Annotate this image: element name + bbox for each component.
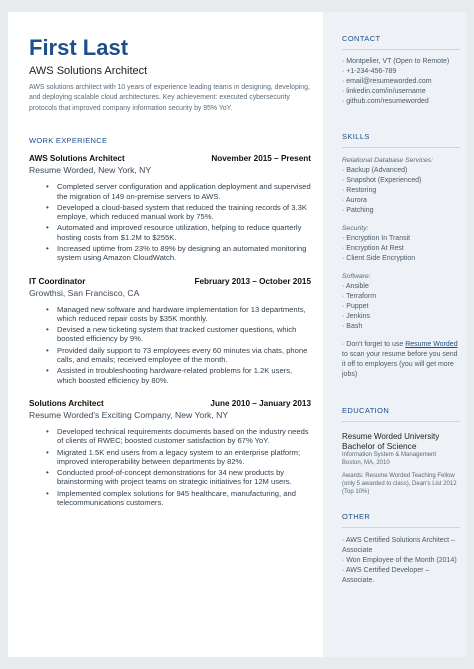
job-title: IT Coordinator bbox=[29, 276, 86, 286]
bullet-item bbox=[29, 489, 311, 508]
bullet-text: Developed a cloud-based system that reduced the training records of 3.3K employe, which reduced manual work by 75%. bbox=[57, 202, 307, 222]
bullet-icon: • bbox=[46, 468, 49, 478]
job-entry bbox=[29, 399, 311, 507]
skills-list bbox=[342, 156, 460, 332]
skill-item: · Client Side Encryption bbox=[342, 255, 416, 262]
education-awards: Awards: Resume Worded Teaching Fellow (only 5 awarded to class), Dean's List 2012 (Top 10%) bbox=[342, 473, 457, 495]
job-entry bbox=[29, 154, 311, 262]
job-title: AWS Solutions Architect bbox=[29, 154, 125, 164]
bullet-list bbox=[29, 182, 311, 262]
skill-group bbox=[342, 224, 460, 264]
skills-title: SKILLS bbox=[342, 132, 370, 141]
bullet-text: Migrated 1.5K end users from a legacy system to an enterprise platform; improved interoperability between departments by 82%. bbox=[57, 447, 301, 466]
skill-item: · Snapshot (Experienced) bbox=[342, 177, 422, 184]
job-header bbox=[29, 154, 311, 163]
bullet-text: Automated and improved resource utilization, helping to reduce quarterly hosting costs from $1.2M to $255K. bbox=[57, 223, 302, 242]
skill-group-label: Security: bbox=[342, 225, 369, 232]
bullet-item bbox=[29, 427, 311, 446]
bullet-item bbox=[29, 305, 311, 324]
contact-item: · email@resumeworded.com bbox=[342, 78, 432, 85]
job-header bbox=[29, 399, 311, 408]
sidebar bbox=[323, 12, 466, 657]
education-title: EDUCATION bbox=[342, 406, 390, 415]
skill-group-label: Relational Database Services: bbox=[342, 157, 434, 164]
other-list bbox=[342, 536, 460, 586]
bullet-item bbox=[29, 223, 311, 242]
skill-item: · Terraform bbox=[342, 293, 377, 300]
divider bbox=[342, 527, 460, 528]
divider bbox=[342, 49, 460, 50]
job-list bbox=[29, 154, 311, 507]
job-title: Solutions Architect bbox=[29, 398, 104, 408]
contact-item: · Montpelier, VT (Open to Remote) bbox=[342, 58, 450, 65]
skill-group bbox=[342, 272, 460, 332]
summary: AWS solutions architect with 10 years of experience leading teams in designing, developing, and deploying scalable cloud architectures. Key achievement: executed cybersecurity protocols that improved company information security by 95% YoY. bbox=[29, 84, 310, 112]
skill-item: · Encryption At Rest bbox=[342, 245, 404, 252]
education-entry bbox=[342, 432, 460, 496]
bullet-icon: • bbox=[46, 244, 49, 253]
other-item: · Won Employee of the Month (2014) bbox=[342, 557, 457, 564]
bullet-list bbox=[29, 427, 311, 507]
bullet-text: Increased uptime from 23% to 89% by designing an automated monitoring system using Amazon CloudWatch. bbox=[57, 244, 307, 263]
skill-item: · Patching bbox=[342, 207, 374, 214]
contact-item: · github.com/resumeworded bbox=[342, 98, 429, 105]
school-name: Resume Worded University bbox=[342, 432, 440, 441]
resume-worded-tip: · Don't forget to use Resume Worded to scan your resume before you send it off to employers (you will get more jobs) bbox=[342, 341, 458, 378]
bullet-icon: • bbox=[46, 223, 49, 233]
bullet-text: Developed technical requirements documents based on the industry needs of clients of RWEC; boosted customer satisfaction by 67% YoY. bbox=[57, 426, 309, 446]
bullet-item bbox=[29, 182, 311, 201]
job-entry bbox=[29, 277, 311, 385]
resume-worded-link[interactable]: Resume Worded bbox=[405, 341, 458, 348]
bullet-icon: • bbox=[46, 366, 49, 376]
bullet-icon: • bbox=[46, 488, 49, 498]
bullet-text: Devised a new ticketing system that tracked customer questions, which boosted efficiency by 9%. bbox=[57, 325, 297, 344]
skill-item: · Ansible bbox=[342, 283, 369, 290]
contact-item: · linkedin.com/in/username bbox=[342, 88, 426, 95]
bullet-icon: • bbox=[46, 426, 49, 436]
bullet-icon: • bbox=[46, 202, 49, 212]
job-dates: February 2013 – October 2015 bbox=[194, 276, 311, 286]
skill-group bbox=[342, 156, 460, 216]
skill-item: · Backup (Advanced) bbox=[342, 167, 408, 174]
other-item: · AWS Certified Developer – Associate. bbox=[342, 567, 430, 584]
skill-item: · Jenkins bbox=[342, 313, 371, 320]
other-title: OTHER bbox=[342, 512, 371, 521]
bullet-icon: • bbox=[46, 325, 49, 335]
contact-title: CONTACT bbox=[342, 34, 381, 43]
bullet-item bbox=[29, 346, 311, 365]
contact-item: · +1-234-456-789 bbox=[342, 68, 397, 75]
bullet-text: Provided daily support to 73 employees every 60 minutes via chats, phone calls, and emails; received employee of the month. bbox=[57, 345, 308, 365]
bullet-item bbox=[29, 468, 311, 487]
bullet-item bbox=[29, 244, 311, 263]
bullet-text: Implemented complex solutions for 945 healthcare, manufacturing, and telecommunications customers. bbox=[57, 488, 296, 508]
bullet-item bbox=[29, 325, 311, 344]
skill-item: · Puppet bbox=[342, 303, 369, 310]
job-company: Growthsi, San Francisco, CA bbox=[29, 287, 140, 298]
main-column bbox=[29, 36, 311, 509]
other-item: · AWS Certified Solutions Architect – Associate bbox=[342, 537, 455, 554]
job-company: Resume Worded's Exciting Company, New York, NY bbox=[29, 409, 229, 420]
bullet-text: Assisted in troubleshooting hardware-related problems for 1.2K users, which boosted efficiency by 80%. bbox=[57, 366, 293, 385]
skill-item: · Restoring bbox=[342, 187, 377, 194]
divider bbox=[342, 421, 460, 422]
bullet-text: Completed server configuration and application deployment and supervised the migration of 149 on-premise servers to AWS. bbox=[57, 182, 311, 201]
bullet-item bbox=[29, 366, 311, 385]
bullet-text: Conducted proof-of-concept demonstrations for 34 new products by brainstorming with project teams on strategic initiatives for 12M users. bbox=[57, 468, 292, 487]
bullet-icon: • bbox=[46, 182, 49, 192]
education-location-date: Boston, MA, 2010 bbox=[342, 460, 390, 466]
bullet-item bbox=[29, 203, 311, 222]
degree: Bachelor of Science bbox=[342, 441, 417, 451]
job-dates: June 2010 – January 2013 bbox=[210, 398, 311, 408]
bullet-text: Managed new software and hardware implementation for 13 departments, which reduced repair costs by $35K monthly. bbox=[57, 304, 306, 323]
resume-page bbox=[8, 12, 466, 657]
job-dates: November 2015 – Present bbox=[211, 154, 311, 164]
skill-item: · Encryption In Transit bbox=[342, 235, 411, 242]
job-company: Resume Worded, New York, NY bbox=[29, 165, 152, 176]
divider bbox=[342, 147, 460, 148]
candidate-name: First Last bbox=[29, 35, 129, 60]
skill-group-label: Software: bbox=[342, 273, 371, 280]
bullet-item bbox=[29, 448, 311, 467]
skill-item: · Bash bbox=[342, 323, 363, 330]
bullet-icon: • bbox=[46, 304, 49, 314]
bullet-icon: • bbox=[46, 345, 49, 355]
bullet-icon: • bbox=[46, 447, 49, 457]
skill-item: · Aurora bbox=[342, 197, 367, 204]
contact-list bbox=[342, 57, 460, 107]
field-of-study: Information System & Management bbox=[342, 452, 437, 458]
work-experience-title: WORK EXPERIENCE bbox=[29, 136, 108, 146]
bullet-list bbox=[29, 305, 311, 385]
candidate-role: AWS Solutions Architect bbox=[29, 65, 148, 77]
job-header bbox=[29, 277, 311, 286]
